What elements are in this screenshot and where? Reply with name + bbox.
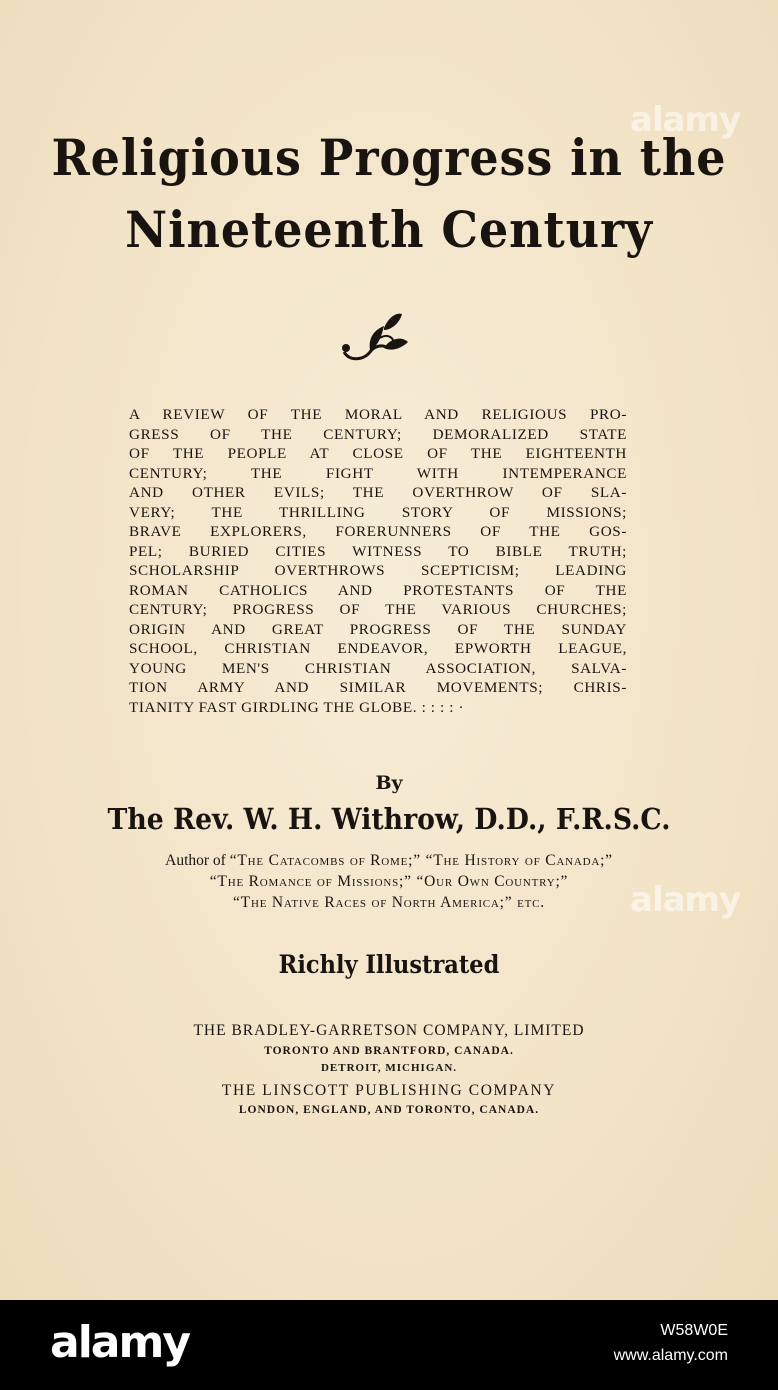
description-line: YOUNG MEN'S CHRISTIAN ASSOCIATION, SALVA-	[129, 659, 627, 677]
description-line: BRAVE EXPLORERS, FORERUNNERS OF THE GOS-	[129, 523, 627, 540]
works-line-2: “The Romance of Missions;” “Our Own Country;”	[209, 873, 569, 890]
works-prefix: Author of	[165, 852, 226, 869]
description-line: ORIGIN AND GREAT PROGRESS OF THE SUNDAY	[129, 620, 627, 638]
description-line: GRESS OF THE CENTURY; DEMORALIZED STATE	[129, 425, 627, 443]
publisher-1: THE BRADLEY-GARRETSON COMPANY, LIMITED	[193, 1022, 585, 1039]
author-works	[60, 850, 718, 913]
title-line-2: Nineteenth Century	[125, 200, 653, 259]
description-line: CENTURY; THE FIGHT WITH INTEMPERANCE	[129, 464, 627, 482]
illustrated-note: Richly Illustrated	[278, 950, 500, 979]
leaf-ornament-icon	[340, 308, 410, 364]
description-line: PEL; BURIED CITIES WITNESS TO BIBLE TRUTH;	[129, 542, 627, 560]
publisher-1-location-2: DETROIT, MICHIGAN.	[320, 1062, 458, 1074]
publisher-2: THE LINSCOTT PUBLISHING COMPANY	[221, 1082, 557, 1099]
description-line: CENTURY; PROGRESS OF THE VARIOUS CHURCHES;	[129, 601, 627, 618]
watermark: alamy	[630, 880, 741, 920]
book-description	[129, 405, 627, 717]
publisher-2-location: LONDON, ENGLAND, AND TORONTO, CANADA.	[238, 1104, 540, 1116]
alamy-logo: alamy	[50, 1317, 189, 1368]
title-line-1: Religious Progress in the	[51, 128, 727, 187]
description-line: ROMAN CATHOLICS AND PROTESTANTS OF THE	[129, 581, 627, 599]
description-line: TIANITY FAST GIRDLING THE GLOBE. : : : : ·	[129, 698, 465, 716]
description-line: TION ARMY AND SIMILAR MOVEMENTS; CHRIS-	[129, 679, 627, 696]
description-line: SCHOLARSHIP OVERTHROWS SCEPTICISM; LEADING	[129, 562, 627, 579]
description-line: SCHOOL, CHRISTIAN ENDEAVOR, EPWORTH LEAGUE,	[129, 640, 627, 657]
watermark: alamy	[630, 100, 741, 140]
publisher-1-location: TORONTO AND BRANTFORD, CANADA.	[264, 1045, 514, 1057]
description-line: OF THE PEOPLE AT CLOSE OF THE EIGHTEENTH	[129, 445, 627, 462]
book-title	[31, 122, 747, 266]
works-line-1: “The Catacombs of Rome;” “The History of Canada;”	[229, 852, 613, 869]
image-id: W58W0E	[660, 1322, 728, 1339]
author-name: The Rev. W. H. Withrow, D.D., F.R.S.C.	[107, 802, 671, 836]
description-line: VERY; THE THRILLING STORY OF MISSIONS;	[129, 503, 627, 521]
site-url: www.alamy.com	[613, 1347, 728, 1364]
by-line: By	[375, 772, 403, 794]
works-line-3: “The Native Races of North America;” etc.	[233, 894, 545, 911]
description-line: AND OTHER EVILS; THE OVERTHROW OF SLA-	[129, 484, 627, 501]
description-line: A REVIEW OF THE MORAL AND RELIGIOUS PRO-	[129, 406, 627, 423]
